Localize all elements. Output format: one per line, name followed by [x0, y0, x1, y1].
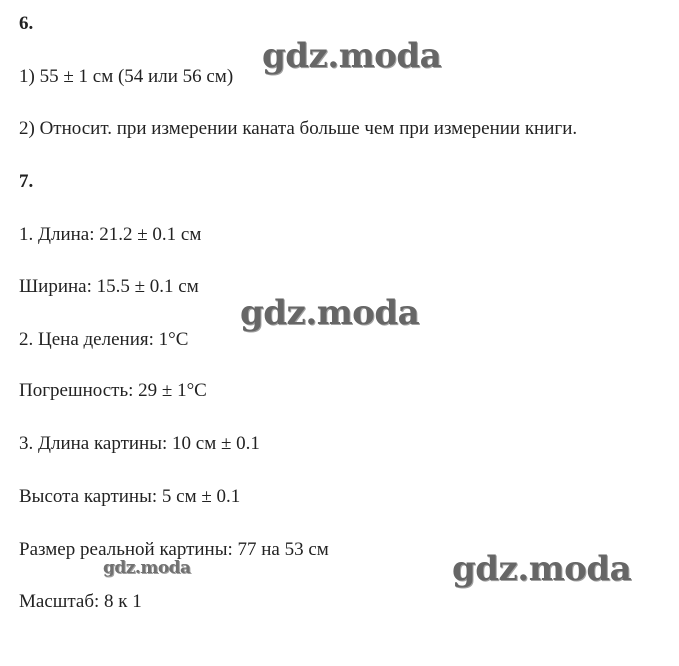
heading-task-7: 7. [19, 171, 34, 192]
answer-line: Размер реальной картины: 77 на 53 см [19, 539, 329, 560]
heading-task-6: 6. [19, 13, 34, 34]
watermark: gdz.moda [452, 549, 632, 589]
answer-line: 1) 55 ± 1 см (54 или 56 см) [19, 66, 234, 87]
answer-line: 2) Относит. при измерении каната больше чем при измерении книги. [19, 118, 578, 139]
watermark: gdz.moda [240, 293, 420, 333]
answer-line: Ширина: 15.5 ± 0.1 см [19, 276, 199, 297]
answer-line: Высота картины: 5 см ± 0.1 [19, 486, 241, 507]
watermark: gdz.moda [262, 36, 442, 76]
answer-line: 3. Длина картины: 10 см ± 0.1 [19, 433, 260, 454]
answer-line: Масштаб: 8 к 1 [19, 591, 142, 612]
watermark: gdz.moda [103, 558, 191, 578]
answer-line: 2. Цена деления: 1°С [19, 329, 189, 350]
answer-line: 1. Длина: 21.2 ± 0.1 см [19, 224, 202, 245]
answer-line: Погрешность: 29 ± 1°С [19, 380, 207, 401]
